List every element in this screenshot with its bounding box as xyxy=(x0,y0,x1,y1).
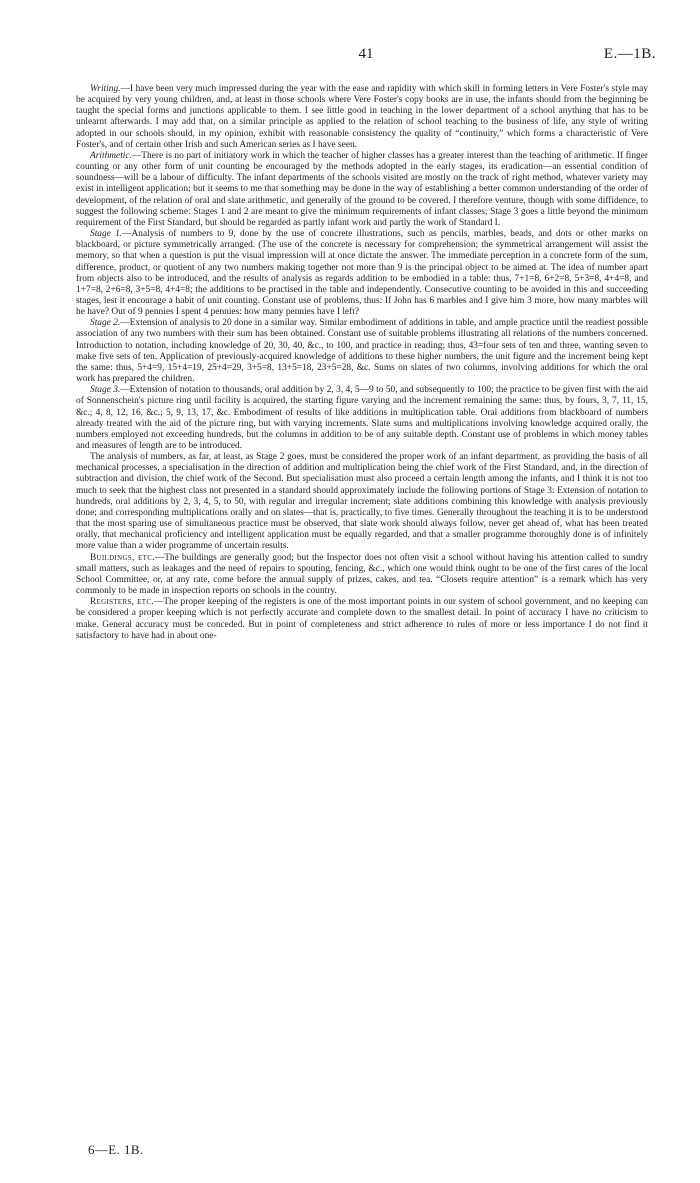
paragraph-lead: Stage 2. xyxy=(90,318,121,329)
paragraph-text: —There is no part of initiatory work in which the teacher of higher classes has a greater interest than the teaching of arithmetic. If finger counting or any other form of unit counting be encouraged by the methods adopted in the early stages, its eradication—an essential condition of soundness—will be a labour of difficulty. The infant departments of the schools visited are mostly on the track of right method, whatever variety may exist in intelligent application; but it seems to me that something may be done in the way of establishing a better common understanding of the order of development, of the relation of oral and slate arithmetic, and generally of the ground to be covered. I therefore venture, though with some diffidence, to suggest the following scheme: Stages 1 and 2 are meant to give the minimum requirements of infant classes; Stage 3 goes a little beyond the minimum requirement of the First Standard, but should be regarded as partly infant work and partly the work of Standard I. xyxy=(76,150,648,228)
paragraph-lead: Arithmetic. xyxy=(90,150,132,161)
paragraph-lead: Stage 3. xyxy=(90,385,121,396)
paragraph-writing xyxy=(76,84,648,151)
paragraph-stage-2 xyxy=(76,318,648,385)
paragraph-buildings xyxy=(76,553,648,598)
paragraph-text: The analysis of numbers, as far, at least, as Stage 2 goes, must be considered the proper work of an infant department, as providing the basis of all mechanical processes, a specialisation in the direction of addition and multiplication being the chief work of the First Standard, and, in the direction of subtraction and division, the chief work of the Second. But specialisation must also proceed a certain length among the infants, and I think it is not too much to seek that the highest class not presented in a standard should approximately include the following portions of Stage 3: Extension of notation to hundreds, oral additions by 2, 3, 4, 5, to 50, with regular and irregular increment; slate additions combining this knowledge with analysis previously done; and corresponding multiplications orally and on slates—that is, practically, to five times. Generally throughout the teaching it is to be understood that the most sparing use of simultaneous practice must be observed, that slate work should always follow, never get ahead of, what has been treated orally, that mechanical proficiency and intelligent application must be equally regarded, and that a smaller programme thoroughly done is of infinitely more value than a wider programme of uncertain results. xyxy=(76,452,648,552)
paragraph-lead: Registers, etc. xyxy=(90,597,154,608)
paragraph-analysis xyxy=(76,452,648,552)
page-header xyxy=(76,46,656,68)
paragraph-lead: Stage 1. xyxy=(90,229,123,240)
paragraph-text: —Analysis of numbers to 9, done by the use of concrete illustrations, such as pencils, marbles, beads, and dots or other marks on blackboard, or picture symmetrically arranged. (The use of the concrete is necessary for comprehension; the symmetrical arrangement will assist the memory, so that when a question is put the visual impression will at once dictate the answer. The immediate perception in a concrete form of the sum, difference, product, or quotient of any two numbers making together not more than 9 is the principal object to be aimed at. The idea of number apart from objects also to be introduced, and the results of analysis as regards addition to be embodied in a table: thus, 7+1=8, 6+2=8, 5+3=8, 4+4=8, and 1+7=8, 2+6=8, 3+5=8, 4+4=8; the additions to be practised in the table and independently. Consecutive counting to be avoided in this and succeeding stages, lest it encourage a habit of unit counting. Constant use of problems, thus: If John has 6 marbles and I give him 3 more, how many marbles will he have? Out of 9 pennies I spent 4 pennies: how many pennies have I left? xyxy=(76,229,648,318)
document-reference: E.—1B. xyxy=(603,46,656,62)
paragraph-stage-3 xyxy=(76,385,648,452)
paragraph-text: —The buildings are generally good; but the Inspector does not often visit a school without having his attention called to sundry small matters, such as leakages and the need of repairs to spouting, fencing, &c., which one would think ought to be one of the first cares of the local School Committee, or, at any rate, come before the annual supply of prizes, cakes, and tea. “Closets require attention” is a remark which has very commonly to be made in inspection reports on schools in the country. xyxy=(76,552,649,597)
paragraph-lead: Writing. xyxy=(90,84,121,94)
paragraph-stage-1 xyxy=(76,229,648,318)
paragraph-arithmetic xyxy=(76,151,648,229)
page-number: 41 xyxy=(358,46,374,62)
paragraph-text: —Extension of analysis to 20 done in a similar way. Similar embodiment of additions in table, and ample practice until the readiest possible association of any two numbers with their sum has been obtained. Constant use of suitable problems illustrating all relations of the numbers concerned. Introduction to notation, including knowledge of 20, 30, 40, &c., to 100, and practice in reading; thus, 43=four sets of ten and three, wanting seven to make five sets of ten. Application of previously-acquired knowledge of additions to these higher numbers, the unit figure and the increment being kept the same: thus, 5+4=9, 15+4=19, 25+4=29, 3+5=8, 13+5=18, 23+5=28, &c. Sums on slates of two columns, involving additions for which the oral work has prepared the children. xyxy=(76,318,648,385)
signature-mark: 6—E. 1B. xyxy=(88,1142,144,1157)
paragraph-lead: Buildings, etc. xyxy=(90,552,155,563)
body-text xyxy=(76,84,648,642)
paragraph-registers xyxy=(76,597,648,642)
paragraph-text: —The proper keeping of the registers is one of the most important points in our system of school government, and no keeping can be considered a proper keeping which is not perfectly accurate and complete down to the smallest detail. In point of accuracy I have no criticism to make. General accuracy must be conceded. But in point of completeness and strict adherence to rules of more or less importance I do not find it satisfactory to have had in about one- xyxy=(76,597,648,641)
paragraph-text: —I have been very much impressed during the year with the ease and rapidity with which skill in forming letters in Vere Foster's style may be acquired by very young children, and, at least in those schools where Vere Foster's copy books are in use, the infants should from the beginning be taught the special forms and junctions applicable to them. I see little good in teaching in the lower department of a school anything that has to be unlearnt afterwards. I may add that, on a similar principle as applied to the relation of school teaching to the business of life, any style of writing adopted in our schools should, in my opinion, exhibit with reasonable consistency the quality of “continuity,” which forms a characteristic of Vere Foster's, and of certain other Irish and such American series as I have seen. xyxy=(76,84,648,150)
paragraph-text: —Extension of notation to thousands, oral addition by 2, 3, 4, 5—9 to 50, and subsequently to 100; the practice to be given first with the aid of Sonnenschein's picture ring until facility is acquired, the starting figure varying and the increment remaining the same: thus, by fours, 3, 7, 11, 15, &c.; 4, 8, 12, 16, &c.; 5, 9, 13, 17, &c. Embodiment of results of like additions in multiplication table. Oral additions from blackboard of numbers already treated with the aid of the picture ring, but with varying increments. Slate sums and multiplications involving knowledge acquired orally, the numbers employed not exceeding hundreds, but the columns in addition to be of any suitable depth. Constant use of problems in which money tables and measures of length are to be introduced. xyxy=(76,385,648,451)
